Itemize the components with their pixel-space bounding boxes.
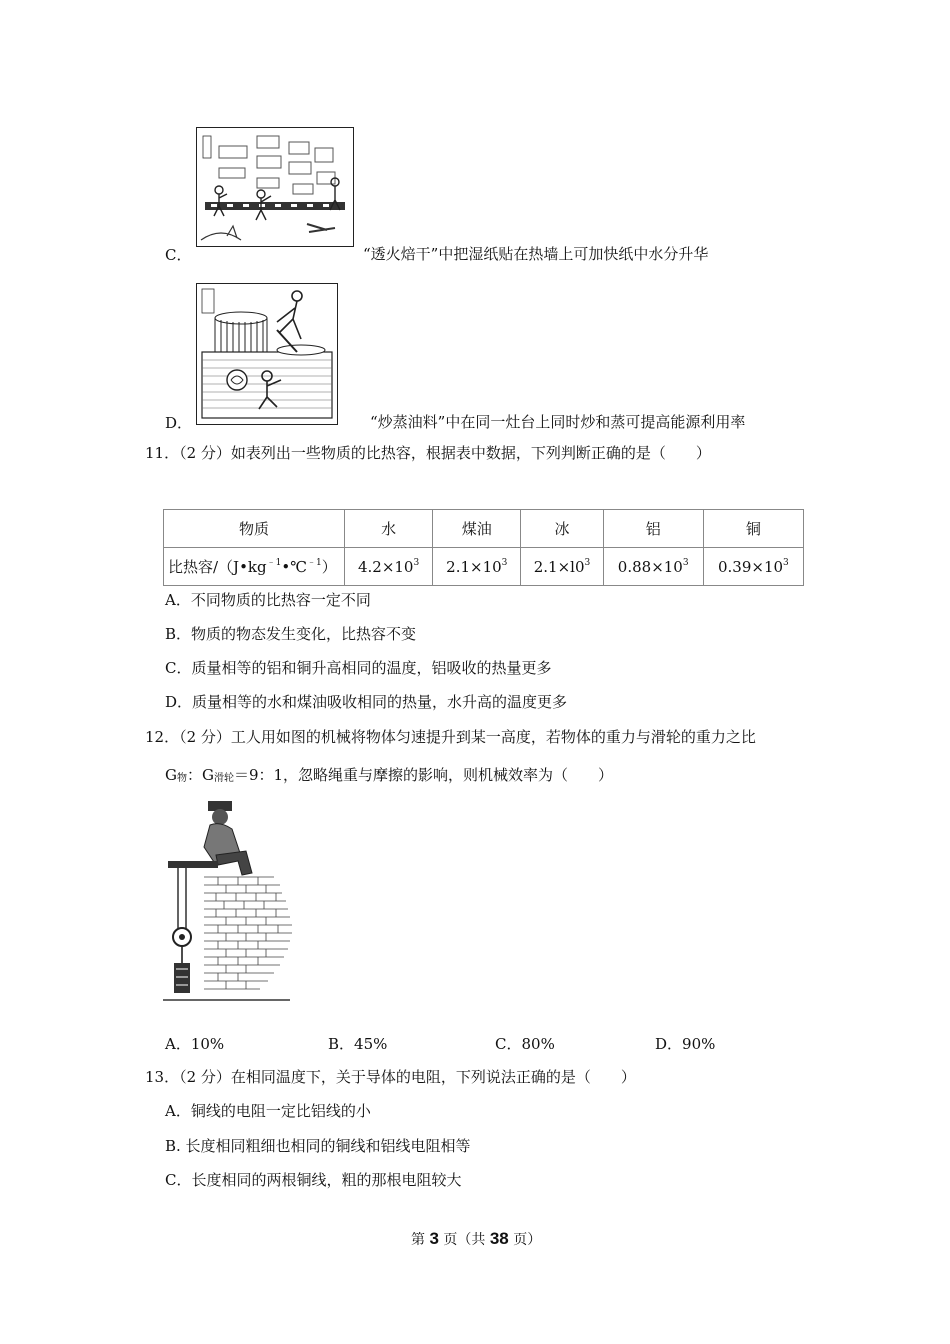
q11-option-a: A．不同物质的比热容一定不同 (165, 591, 371, 609)
paper-drying-illustration (197, 128, 353, 246)
table-header-cell: 铜 (703, 510, 803, 548)
table-cell: $0.39\times 10^3$ (703, 548, 803, 586)
figure-paper-drying (196, 127, 354, 247)
row-label-cell: 比热容$/(J•kg^{﹣1}•℃^{﹣1})$ (164, 548, 345, 586)
table-header-cell: 冰 (521, 510, 603, 548)
q11-option-b: B．物质的物态发生变化，比热容不变 (165, 625, 417, 643)
specific-heat-table (163, 509, 804, 586)
question-13-stem: 13．（2 分）在相同温度下，关于导体的电阻，下列说法正确的是（ ） (145, 1068, 636, 1086)
table-cell: $4.2\times 10^3$ (345, 548, 433, 586)
question-12-stem-line1: 12．（2 分）工人用如图的机械将物体匀速提升到某一高度，若物体的重力与滑轮的重力之比 (145, 728, 756, 746)
pulley-worker-illustration (160, 795, 295, 1003)
question-11-stem: 11．（2 分）如表列出一些物质的比热容，根据表中数据，下列判断正确的是（ ） (145, 444, 711, 462)
table-header-cell: 物质 (164, 510, 345, 548)
page-number: 3 (429, 1229, 439, 1248)
table-cell: $2.1\times l0^3$ (521, 548, 603, 586)
q12-option-a: A．10% (165, 1035, 225, 1053)
q11-option-c: C．质量相等的铝和铜升高相同的温度，铝吸收的热量更多 (165, 659, 552, 677)
option-d-label: D． (165, 414, 193, 432)
q12-option-b: B．45% (328, 1035, 388, 1053)
figure-pulley-worker (160, 795, 295, 1003)
table-header-cell: 铝 (603, 510, 703, 548)
q13-option-c: C．长度相同的两根铜线，粗的那根电阻较大 (165, 1171, 462, 1189)
table-header-row (164, 510, 804, 548)
table-row (164, 548, 804, 586)
page-footer: 第 3 页（共 38 页） (411, 1229, 542, 1248)
page-total: 38 (489, 1229, 509, 1248)
q13-option-a: A．铜线的电阻一定比铝线的小 (165, 1102, 371, 1120)
q12-option-d: D．90% (655, 1035, 716, 1053)
table-header-cell: 水 (345, 510, 433, 548)
question-12-stem-line2: $G_物$：$G_{滑轮}=9$：1，忽略绳重与摩擦的影响，则机械效率为（ ） (165, 766, 614, 784)
q11-option-d: D．质量相等的水和煤油吸收相同的热量，水升高的温度更多 (165, 693, 568, 711)
figure-oil-steaming (196, 283, 338, 425)
table-cell: $2.1\times 10^3$ (433, 548, 521, 586)
q13-option-b: B. 长度相同粗细也相同的铜线和铝线电阻相等 (165, 1137, 471, 1155)
option-c-text: “透火焙干”中把湿纸贴在热墙上可加快纸中水分升华 (363, 245, 709, 263)
q12-option-c: C．80% (495, 1035, 555, 1053)
option-d-text: “炒蒸油料”中在同一灶台上同时炒和蒸可提高能源利用率 (370, 413, 746, 431)
table-cell: $0.88\times 10^3$ (603, 548, 703, 586)
oil-steaming-illustration (197, 284, 337, 424)
option-c-label: C． (165, 246, 192, 264)
table-header-cell: 煤油 (433, 510, 521, 548)
